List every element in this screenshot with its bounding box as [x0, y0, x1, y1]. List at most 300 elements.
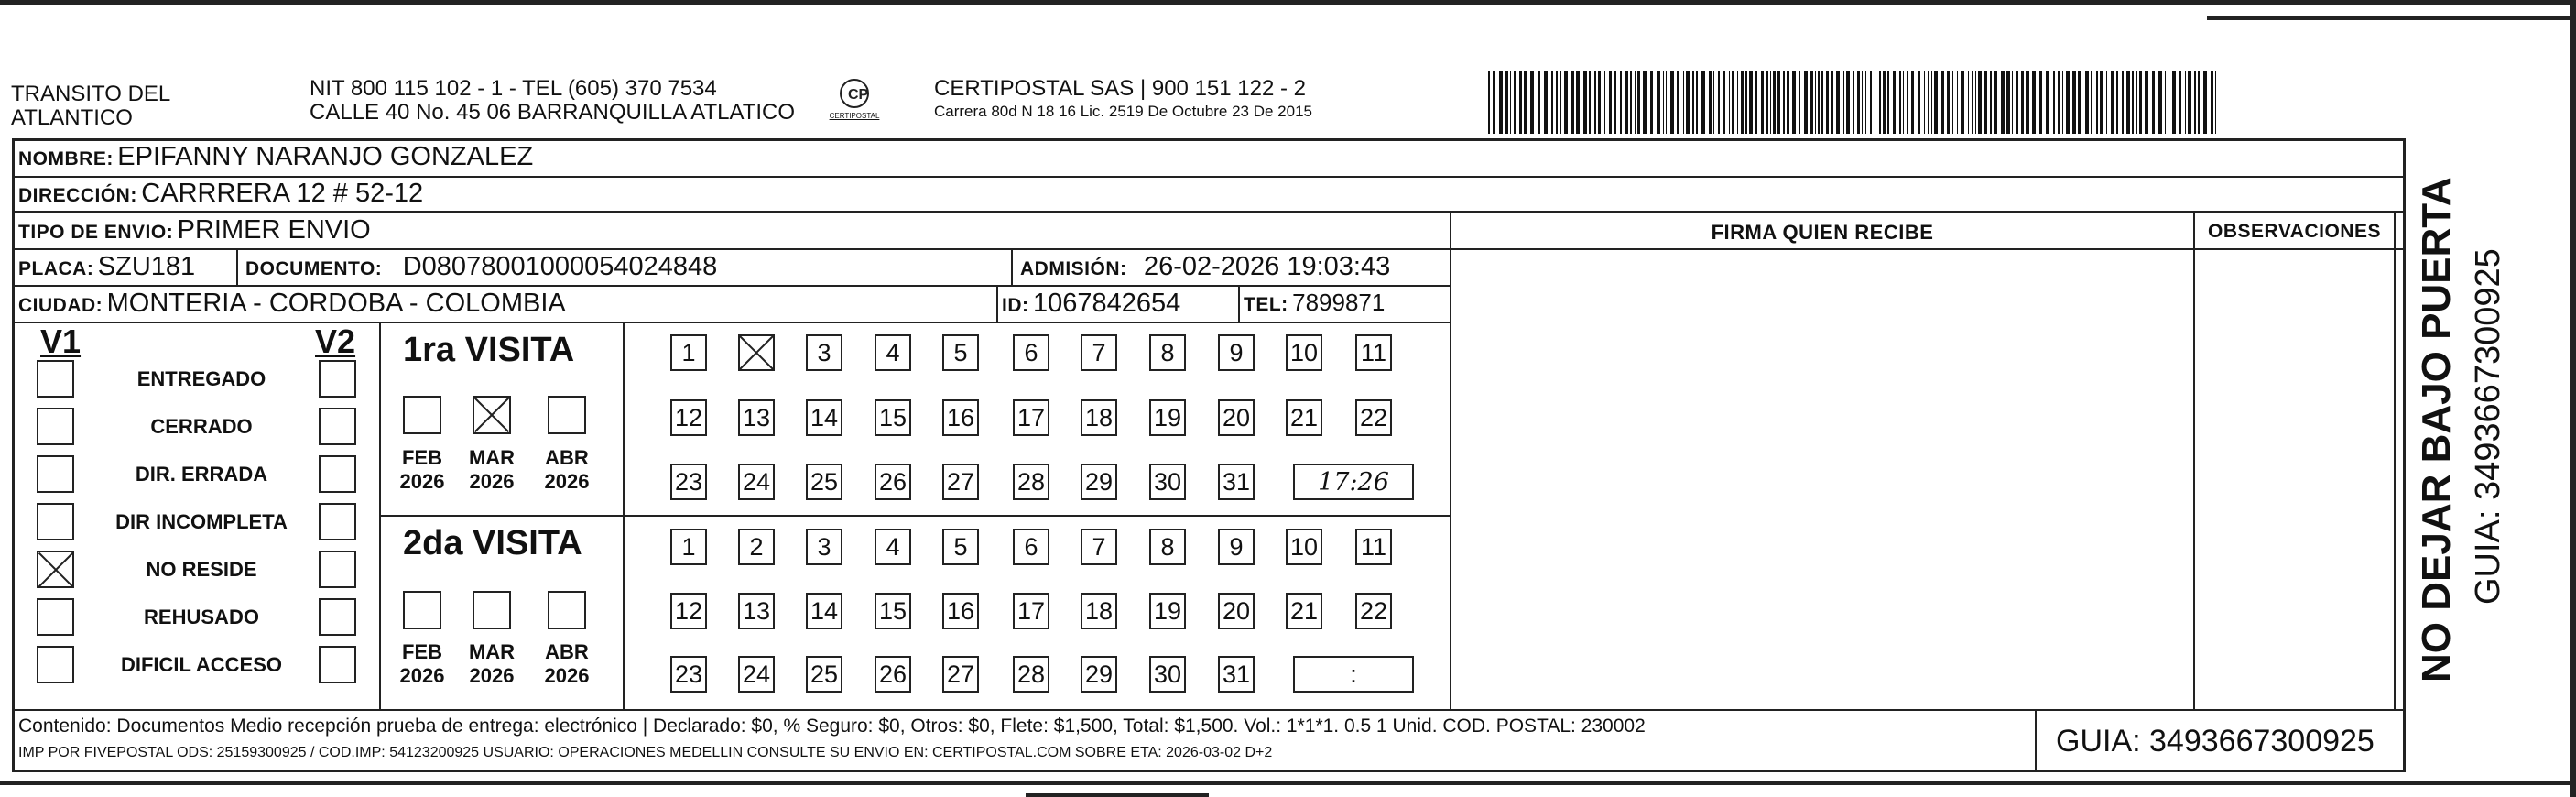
visit2-day-box[interactable] — [942, 593, 979, 629]
visit1-year-label: 2026 — [469, 470, 515, 493]
visit1-day-box[interactable] — [670, 399, 707, 436]
visit1-day-box[interactable] — [1355, 334, 1392, 371]
barcode-bar — [1770, 71, 1771, 134]
sign-left-border — [1450, 211, 1451, 709]
visit2-day-number: 4 — [886, 532, 900, 561]
visit1-day-box[interactable] — [1149, 464, 1186, 500]
admision-label: ADMISIÓN: — [1020, 258, 1127, 279]
barcode-bar — [2066, 71, 2070, 134]
id-divider — [996, 285, 998, 322]
sender-line-1: TRANSITO DEL — [11, 82, 171, 106]
visit2-day-box[interactable] — [1081, 593, 1117, 629]
visit1-day-number: 18 — [1084, 403, 1114, 431]
visit-divider-line — [381, 515, 1451, 517]
admision-value: 26-02-2026 19:03:43 — [1143, 252, 1391, 281]
footer-line-2: IMP POR FIVEPOSTAL ODS: 25159300925 / COD.IMP: 54123200925 USUARIO: OPERACIONES MEDELLIN CONSULTE SU ENVIO EN: CERTIPOSTAL.COM SOBRE ETA: 2026-03-02 D+2 — [18, 745, 1273, 760]
visit2-day-number: 13 — [742, 596, 771, 625]
visit2-day-box[interactable] — [806, 656, 842, 693]
barcode-bar — [2158, 71, 2162, 134]
barcode-bar — [1737, 71, 1738, 134]
nit-block — [310, 77, 795, 125]
barcode-bar — [1846, 71, 1850, 134]
certipostal-logo — [813, 75, 896, 126]
id-label: ID: — [1002, 295, 1029, 316]
barcode-bar — [1865, 71, 1866, 134]
visit1-day-number: 12 — [674, 403, 703, 431]
visit1-day-number: 25 — [810, 467, 839, 496]
barcode-bar — [1514, 71, 1516, 134]
barcode-bar — [1766, 71, 1768, 134]
barcode-bar — [2139, 71, 2142, 134]
v2-checkbox[interactable] — [319, 455, 356, 493]
visit2-day-number: 7 — [1092, 532, 1106, 561]
barcode-bar — [1505, 71, 1508, 134]
nit-line-2: CALLE 40 No. 45 06 BARRANQUILLA ATLATICO — [310, 100, 796, 125]
visit2-day-number: 22 — [1359, 596, 1388, 625]
visit2-day-number: 31 — [1222, 660, 1251, 688]
barcode-bar — [1961, 71, 1964, 134]
barcode-bar — [1836, 71, 1840, 134]
visit2-day-box[interactable] — [806, 593, 842, 629]
status-label: DIR INCOMPLETA — [115, 510, 288, 533]
tel-divider — [1238, 285, 1240, 322]
visit2-day-number: 21 — [1289, 596, 1319, 625]
barcode-bar — [1637, 71, 1640, 134]
visit1-month-label: ABR — [545, 446, 589, 469]
months-right-border — [623, 322, 625, 709]
visit2-year-label: 2026 — [469, 664, 515, 687]
visit1-day-number: 4 — [886, 338, 900, 366]
barcode-bar — [2001, 71, 2005, 134]
visit1-year-label: 2026 — [544, 470, 590, 493]
v2-checkbox[interactable] — [319, 646, 356, 683]
documento-label: DOCUMENTO: — [245, 258, 383, 279]
status-label: NO RESIDE — [146, 558, 257, 581]
visit2-day-box[interactable] — [1081, 656, 1117, 693]
barcode-bar — [1843, 71, 1844, 134]
visit2-day-number: 9 — [1229, 532, 1244, 561]
visit1-day-number: 8 — [1160, 338, 1175, 366]
barcode-bar — [1857, 71, 1860, 134]
barcode-bar — [1598, 71, 1601, 134]
barcode-bar — [1928, 71, 1929, 134]
barcode-bar — [1564, 71, 1568, 134]
visit1-day-number: 7 — [1092, 338, 1106, 366]
barcode-bar — [2006, 71, 2010, 134]
visit2-day-box[interactable] — [1013, 529, 1049, 565]
barcode-bar — [1821, 71, 1823, 134]
barcode-bar — [1924, 71, 1925, 134]
visit2-day-box[interactable] — [1149, 656, 1186, 693]
visit1-day-number: 15 — [878, 403, 908, 431]
visit1-day-number: 14 — [810, 403, 839, 431]
visit2-day-number: 20 — [1222, 596, 1251, 625]
barcode-bar — [2106, 71, 2107, 134]
visit1-day-box[interactable] — [1286, 399, 1322, 436]
visit2-month-label: ABR — [545, 640, 589, 663]
v1-checkbox[interactable] — [37, 455, 74, 493]
v1-checkbox[interactable] — [37, 598, 74, 636]
barcode-bar — [2203, 71, 2207, 134]
barcode-bar — [1957, 71, 1958, 134]
obs-right-border — [2394, 211, 2396, 709]
visit1-day-box[interactable] — [1013, 399, 1049, 436]
scan-right-edge — [2570, 0, 2576, 797]
visit2-day-number: 19 — [1153, 596, 1182, 625]
visit2-day-box[interactable] — [738, 656, 775, 693]
visit1-day-box[interactable] — [942, 399, 979, 436]
status-label: ENTREGADO — [136, 367, 266, 390]
tel-cell — [1244, 289, 1385, 317]
scan-top-right-edge — [2207, 16, 2576, 20]
visit1-month-checkbox[interactable] — [473, 396, 511, 434]
visit1-day-box[interactable] — [1149, 334, 1186, 371]
company-line-1: CERTIPOSTAL SAS | 900 151 122 - 2 — [934, 76, 1306, 101]
visit1-day-box[interactable] — [738, 399, 775, 436]
barcode-bar — [1614, 71, 1616, 134]
visit2-day-box[interactable] — [670, 656, 707, 693]
v2-checkbox[interactable] — [319, 360, 356, 398]
visit1-day-number: 6 — [1024, 338, 1038, 366]
obs-left-border — [2193, 211, 2195, 709]
barcode-bar — [1952, 71, 1953, 134]
visit1-day-box[interactable] — [875, 399, 911, 436]
barcode-bar — [1560, 71, 1561, 134]
barcode-bar — [1620, 71, 1622, 134]
barcode-bar — [2085, 71, 2089, 134]
row-line-3 — [12, 248, 1451, 250]
visit2-day-number: 27 — [946, 660, 975, 688]
visit2-day-number: 18 — [1084, 596, 1114, 625]
barcode-bar — [1773, 71, 1776, 134]
visit1-day-number: 21 — [1289, 403, 1319, 431]
nit-line-1: NIT 800 115 102 - 1 - TEL (605) 370 7534 — [310, 76, 717, 101]
visit2-day-number: 3 — [817, 532, 831, 561]
barcode-bar — [1853, 71, 1854, 134]
admision-cell — [1020, 252, 1390, 282]
visit1-day-box[interactable] — [1081, 334, 1117, 371]
visit2-day-box[interactable] — [1149, 529, 1186, 565]
direccion-label: DIRECCIÓN: — [18, 185, 137, 206]
barcode-bar — [1666, 71, 1667, 134]
row-line-2 — [12, 211, 2406, 213]
visit2-day-number: 17 — [1016, 596, 1046, 625]
visit2-day-number: 1 — [681, 532, 696, 561]
visit2-day-number: 24 — [742, 660, 771, 688]
visit2-day-box[interactable] — [670, 593, 707, 629]
visit2-day-box[interactable] — [875, 656, 911, 693]
visit1-day-box[interactable] — [806, 464, 842, 500]
barcode-bar — [1630, 71, 1632, 134]
visit2-day-box[interactable] — [1149, 593, 1186, 629]
visit2-day-box[interactable] — [670, 529, 707, 565]
observaciones-label: OBSERVACIONES — [2208, 221, 2381, 242]
visit2-day-box[interactable] — [806, 529, 842, 565]
barcode-bar — [1755, 71, 1757, 134]
visit1-day-box[interactable] — [1218, 334, 1255, 371]
status-label: REHUSADO — [144, 606, 259, 628]
visit2-day-box[interactable] — [942, 656, 979, 693]
visit1-day-box[interactable] — [738, 334, 775, 371]
barcode-bar — [1493, 71, 1495, 134]
row-line-4 — [12, 285, 1451, 287]
visit2-day-box[interactable] — [1355, 529, 1392, 565]
visit2-day-box[interactable] — [875, 529, 911, 565]
visit1-day-box[interactable] — [942, 334, 979, 371]
barcode-bar — [1488, 71, 1490, 134]
visit2-day-box[interactable] — [1218, 529, 1255, 565]
barcode-bar — [1799, 71, 1800, 134]
id-value: 1067842654 — [1032, 289, 1181, 318]
visit2-day-box[interactable] — [1286, 529, 1322, 565]
barcode-bar — [2039, 71, 2042, 134]
documento-value: D08078001000054024848 — [402, 252, 718, 281]
visit1-day-box[interactable] — [806, 399, 842, 436]
visit1-day-number: 29 — [1084, 467, 1114, 496]
visit1-day-box[interactable] — [1355, 399, 1392, 436]
barcode-bar — [1815, 71, 1816, 134]
barcode-bar — [1879, 71, 1881, 134]
placa-divider — [236, 248, 238, 285]
visit1-day-box[interactable] — [1081, 464, 1117, 500]
visit1-day-number: 24 — [742, 467, 771, 496]
visit1-day-number: 9 — [1229, 338, 1244, 366]
barcode-bar — [1911, 71, 1914, 134]
barcode-bar — [1635, 71, 1636, 134]
barcode-bar — [1701, 71, 1705, 134]
status-label: DIR. ERRADA — [135, 463, 268, 486]
v1-checkbox[interactable] — [37, 503, 74, 540]
barcode-bar — [1826, 71, 1829, 134]
visit2-day-box[interactable] — [1218, 656, 1255, 693]
barcode-bar — [1530, 71, 1534, 134]
barcode-bar — [2026, 71, 2029, 134]
visit2-day-box[interactable] — [875, 593, 911, 629]
visit1-day-box[interactable] — [1081, 399, 1117, 436]
row-line-5 — [12, 322, 1451, 323]
barcode-bar — [1692, 71, 1694, 134]
status-right-border — [379, 322, 381, 709]
firma-label: FIRMA QUIEN RECIBE — [1711, 221, 1934, 244]
barcode-bar — [2152, 71, 2155, 134]
visit1-day-box[interactable] — [806, 334, 842, 371]
v2-checkbox[interactable] — [319, 551, 356, 588]
barcode-bar — [2096, 71, 2098, 134]
barcode-bar — [2111, 71, 2114, 134]
footer-line-1: Contenido: Documentos Medio recepción prueba de entrega: electrónico | Declarado: $0, % Seguro: $0, Otros: $0, Flete: $1,500, Total: $1,500. Vol.: 1*1*1. 0.5 1 Unid. COD. POSTAL: 230002 — [18, 715, 1646, 737]
nombre-row — [18, 142, 533, 172]
visit2-day-number: 11 — [1360, 532, 1387, 561]
direccion-row — [18, 179, 423, 209]
visit1-time-box[interactable] — [1293, 464, 1414, 500]
barcode-bar — [2062, 71, 2063, 134]
barcode-bar — [1831, 71, 1833, 134]
visit2-day-number: 10 — [1289, 532, 1319, 561]
placa-value: SZU181 — [97, 252, 196, 281]
barcode-bar — [2091, 71, 2092, 134]
visit2-day-number: 5 — [953, 532, 968, 561]
barcode-bar — [1810, 71, 1813, 134]
visit2-day-number: 2 — [749, 532, 764, 561]
visit1-day-box[interactable] — [875, 464, 911, 500]
sign-header-line — [1451, 248, 2406, 250]
tel-label: TEL: — [1244, 294, 1288, 315]
visit1-day-number: 19 — [1153, 403, 1182, 431]
v2-checkbox[interactable] — [319, 598, 356, 636]
barcode-bar — [1576, 71, 1580, 134]
barcode-bar — [2046, 71, 2049, 134]
barcode-bar — [2012, 71, 2013, 134]
visit1-day-box[interactable] — [738, 464, 775, 500]
guia-footer-divider — [2035, 709, 2037, 772]
visit2-day-number: 6 — [1024, 532, 1038, 561]
barcode-bar — [1862, 71, 1863, 134]
side-warning-text: NO DEJAR BAJO PUERTA — [2414, 177, 2459, 682]
barcode-bar — [1994, 71, 1997, 134]
barcode-bar — [1972, 71, 1973, 134]
visit1-day-number: 16 — [946, 403, 975, 431]
barcode-bar — [1723, 71, 1725, 134]
barcode-bar — [1804, 71, 1808, 134]
visit2-day-box[interactable] — [1218, 593, 1255, 629]
barcode-bar — [1625, 71, 1628, 134]
svg-text:CP: CP — [848, 87, 869, 103]
visit1-day-number: 1 — [681, 338, 696, 366]
visit1-day-box[interactable] — [1218, 399, 1255, 436]
barcode-bar — [1792, 71, 1796, 134]
barcode-bar — [2126, 71, 2130, 134]
visit1-day-box[interactable] — [875, 334, 911, 371]
barcode-bar — [1968, 71, 1969, 134]
visit2-month-checkbox[interactable] — [473, 591, 511, 629]
visit1-month-checkbox[interactable] — [403, 396, 441, 434]
visit2-day-box[interactable] — [738, 593, 775, 629]
v1-checkbox[interactable] — [37, 360, 74, 398]
barcode-bar — [1907, 71, 1908, 134]
v1-checkbox[interactable] — [37, 408, 74, 445]
visit2-year-label: 2026 — [399, 664, 445, 687]
v1-checkbox[interactable] — [37, 551, 74, 588]
visit1-month-checkbox[interactable] — [548, 396, 586, 434]
visit1-day-box[interactable] — [1286, 334, 1322, 371]
visit2-day-box[interactable] — [1081, 529, 1117, 565]
barcode-bar — [1538, 71, 1540, 134]
visit2-day-box[interactable] — [1355, 593, 1392, 629]
nombre-value: EPIFANNY NARANJO GONZALEZ — [117, 142, 534, 171]
visit1-day-box[interactable] — [1013, 464, 1049, 500]
ciudad-value: MONTERIA - CORDOBA - COLOMBIA — [106, 289, 566, 318]
barcode-bar — [2016, 71, 2018, 134]
barcode-bar — [1571, 71, 1574, 134]
barcode-bar — [1893, 71, 1896, 134]
barcode-bar — [1670, 71, 1674, 134]
barcode-bar — [1741, 71, 1744, 134]
visit2-day-number: 26 — [878, 660, 908, 688]
barcode-bar — [2179, 71, 2181, 134]
logo-text: CERTIPOSTAL — [829, 112, 880, 120]
row-line-1 — [12, 176, 2406, 178]
visit2-month-checkbox[interactable] — [548, 591, 586, 629]
barcode-bar — [1604, 71, 1605, 134]
visit2-day-number: 8 — [1160, 532, 1175, 561]
status-label: CERRADO — [150, 415, 253, 438]
barcode-bar — [2215, 71, 2216, 134]
visit1-day-box[interactable] — [1149, 399, 1186, 436]
barcode-bar — [1551, 71, 1553, 134]
placa-cell — [18, 252, 195, 282]
visit2-day-box[interactable] — [1286, 593, 1322, 629]
barcode-bar — [2165, 71, 2166, 134]
barcode-bar — [1718, 71, 1720, 134]
barcode-bar — [1887, 71, 1889, 134]
placa-label: PLACA: — [18, 258, 94, 279]
visit1-day-number: 17 — [1016, 403, 1046, 431]
barcode-bar — [1556, 71, 1558, 134]
visit1-day-number: 11 — [1360, 338, 1387, 366]
barcode-bar — [1683, 71, 1684, 134]
tipo-label: TIPO DE ENVIO: — [18, 222, 174, 243]
scan-bottom-strip — [1026, 793, 1209, 797]
barcode-bar — [2053, 71, 2055, 134]
visit2-day-box[interactable] — [942, 529, 979, 565]
barcode-bar — [2145, 71, 2148, 134]
barcode-bar — [1499, 71, 1503, 134]
barcode-bar — [1657, 71, 1660, 134]
sender-line-2: ATLANTICO — [11, 105, 133, 130]
v1-checkbox[interactable] — [37, 646, 74, 683]
id-cell — [1002, 289, 1180, 319]
visit2-day-box[interactable] — [738, 529, 775, 565]
barcode-bar — [1544, 71, 1548, 134]
barcode-bar — [1583, 71, 1587, 134]
admision-divider — [1011, 248, 1013, 285]
barcode-bar — [1975, 71, 1976, 134]
barcode-bar — [1931, 71, 1932, 134]
visit2-day-box[interactable] — [1013, 593, 1049, 629]
visit2-time-box[interactable] — [1293, 656, 1414, 693]
visit1-day-box[interactable] — [670, 464, 707, 500]
visit1-day-number: 5 — [953, 338, 968, 366]
barcode-bar — [1903, 71, 1904, 134]
barcode-bar — [2116, 71, 2118, 134]
barcode-bar — [1818, 71, 1820, 134]
visit1-day-box[interactable] — [1013, 334, 1049, 371]
v2-checkbox[interactable] — [319, 503, 356, 540]
barcode-bar — [1941, 71, 1944, 134]
visit2-day-box[interactable] — [1013, 656, 1049, 693]
visit1-day-box[interactable] — [670, 334, 707, 371]
visit2-time-value: : — [1350, 660, 1357, 688]
visit2-year-label: 2026 — [544, 664, 590, 687]
barcode-bar — [1729, 71, 1730, 134]
visit1-day-number: 30 — [1153, 467, 1182, 496]
v2-label: V2 — [315, 322, 356, 360]
barcode-bar — [1761, 71, 1764, 134]
barcode-bar — [1677, 71, 1679, 134]
visit1-day-box[interactable] — [942, 464, 979, 500]
visit1-month-label: MAR — [468, 446, 516, 469]
v2-checkbox[interactable] — [319, 408, 356, 445]
barcode-bar — [1783, 71, 1785, 134]
visit2-month-checkbox[interactable] — [403, 591, 441, 629]
barcode-bar — [2136, 71, 2137, 134]
visit1-day-box[interactable] — [1218, 464, 1255, 500]
barcode-bar — [1749, 71, 1753, 134]
visit1-day-number: 20 — [1222, 403, 1251, 431]
tel-value: 7899871 — [1292, 289, 1386, 316]
barcode-bar — [2211, 71, 2213, 134]
barcode-bar — [2198, 71, 2200, 134]
